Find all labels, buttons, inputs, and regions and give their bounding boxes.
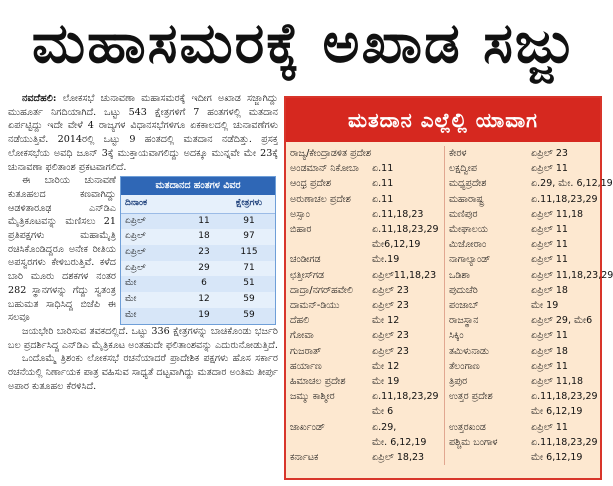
phase-month: ಮೇ [125,309,137,320]
schedule-date: ಏ.11 [372,163,394,175]
schedule-row [290,192,444,207]
schedule-state: ಮಣಿಪುರ [449,208,478,220]
schedule-row [290,252,444,267]
schedule-date: ಏಪ್ರಿಲ್ 23 [372,345,409,357]
phase-seats: 59 [243,309,255,320]
schedule-state: ಪಶ್ಚಿಮ ಬಂಗಾಳ [449,436,498,448]
phase-seats: 71 [243,262,255,273]
schedule-date: ಏ.11 [372,178,394,190]
schedule-row [290,404,444,419]
schedule-date: ಮೇ 6 [372,406,394,418]
schedule-row [449,161,598,176]
phase-seats: 97 [243,231,255,242]
schedule-date: ಏ.11 [372,193,394,205]
schedule-date: ಮೇ.19 [372,254,400,266]
schedule-row [449,313,598,328]
phase-day: 23 [198,247,210,258]
schedule-state: ಮಧ್ಯಪ್ರದೇಶ [449,178,487,190]
phase-table-rows [121,214,275,324]
schedule-state: ಪುದುಚೆರಿ [449,284,478,296]
schedule-row [449,252,598,267]
schedule-row [449,283,598,298]
schedule-row [449,268,613,283]
schedule-state: ದೆಹಲಿ [290,315,310,327]
schedule-date: ಮೇ 12 [372,315,400,327]
schedule-state: ದಾದ್ರಾ/ನಗರ್‌ಹವೇಲಿ [290,284,353,296]
schedule-state: ಉತ್ತರಖಂಡ [449,421,486,433]
schedule-row [290,283,444,298]
schedule-date: ಏ.11,18,23,29 [372,391,439,403]
article-para-2-cont: ಜಯಭೇರಿ ಬಾರಿಸುವ ತವಕದಲ್ಲಿದೆ. ಒಟ್ಟು 336 ಕ್ಷೇತ್ರಗಳನ್ನು ಬಾಚಿಕೊಂಡು ಭರ್ಜರಿ ಬಲ ಪ್ರದರ್ಶಿಸಿದ್ದ ಎನ್‌ಡಿಎ ಮೈತ್ರಿಕೂಟ ಅಂತಹುದೇ ಫಲಿತಾಂಶವನ್ನು ಎದುರುನೋಡುತ್ತಿದೆ. [8,325,278,351]
schedule-state: ನಾಗಾಲ್ಯಾಂಡ್ [449,254,491,266]
phase-row [121,261,275,277]
schedule-row [290,268,444,283]
schedule-state: ಸಿಕ್ಕಿಂ [449,330,464,342]
schedule-date: ಏಪ್ರಿಲ್ 23 [372,284,409,296]
schedule-state: ಆಂಧ್ರ ಪ್ರದೇಶ [290,178,332,190]
schedule-state: ಅಸ್ಸಾಂ [290,208,310,220]
article-para-2: ಈ ಬಾರಿಯ ಚುನಾವಣೆ ಕುತೂಹಲದ ಕಣವಾಗಿದ್ದು ಆಡಳಿತಾರೂಢ ಎನ್‌ಡಿಎ ಮೈತ್ರಿಕೂಟವನ್ನು ಮಣಿಸಲು 21 ಪ್ರತಿಪಕ್ಷಗಳು ಮಹಾಮೈತ್ರಿ ರಚಿಸಿಕೊಂಡಿದ್ದರೂ ಅನೇಕ ರೀತಿಯ ಅಪಸ್ವರಗಳು ಕೇಳಿಬರುತ್ತಿವೆ. ಕಳೆದ ಬಾರಿ ಮೂರು ದಶಕಗಳ ನಂತರ 282 ಸ್ಥಾನಗಳನ್ನು ಗೆದ್ದು ಸ್ವತಂತ್ರ ಬಹುಮತ ಸಾಧಿಸಿದ್ದ ಬಿಜೆಪಿ ಈ ಸಲವೂ [8,175,116,324]
schedule-state: ತ್ರಿಪುರ [449,376,468,388]
schedule-date: ಏಪ್ರಿಲ್ 23 [372,330,409,342]
schedule-date: ಏಪ್ರಿಲ್ 18,23 [372,452,425,464]
schedule-row [290,298,444,313]
schedule-state: ಜಮ್ಮು ಕಾಶ್ಮೀರ [290,391,335,403]
phase-header-date: ದಿನಾಂಕ [125,197,148,208]
phase-row [121,292,275,308]
schedule-row [449,404,598,419]
schedule-panel [284,96,613,480]
schedule-row [290,450,444,465]
schedule-state: ಅರುಣಾಚಲ ಪ್ರದೇಶ [290,193,351,205]
schedule-left-column [290,146,444,465]
phase-seats: 51 [243,278,255,289]
phase-day: 18 [198,231,210,242]
phase-seats: 59 [243,294,255,305]
headline: ಮಹಾಸಮರಕ್ಕೆ ಅಖಾಡ ಸಜ್ಜು [31,11,577,76]
schedule-state: ಬಿಹಾರ [290,224,312,236]
phase-month: ಏಪ್ರಿಲ್ [125,231,146,242]
phase-day: 12 [198,294,210,305]
schedule-date: ಏ.11,18,23,29 [531,391,598,403]
phase-row [121,214,275,230]
phase-seats: 91 [243,215,255,226]
schedule-state: ಕೇರಳ [449,148,467,159]
schedule-row [449,374,598,389]
phase-day: 19 [198,309,210,320]
schedule-date: ಏಪ್ರಿಲ್ 23 [372,300,409,312]
schedule-date: ಮೇ 12 [372,360,400,372]
schedule-row [449,450,598,465]
schedule-state: ಹರ್ಯಾಣ [290,360,322,372]
schedule-row [449,420,598,435]
schedule-state: ರಾಜ್ಯ/ಕೇಂದ್ರಾಡಳಿತ ಪ್ರದೇಶ [290,148,372,159]
schedule-row [449,435,598,450]
schedule-date: ಏಪ್ರಿಲ್ 18 [531,345,568,357]
schedule-row [290,176,444,191]
schedule-date: ಏಪ್ರಿಲ್ 29, ಮೇ6 [531,315,593,327]
schedule-row [449,359,598,374]
schedule-state: ಗುಜರಾತ್ [290,345,322,357]
phase-table-header [121,195,275,214]
phase-month: ಏಪ್ರಿಲ್ [125,247,146,258]
schedule-row [290,328,444,343]
schedule-date: ಮೇ 19 [372,376,400,388]
schedule-date: ಏಪ್ರಿಲ್ 11,18 [531,376,584,388]
dateline: ನವದೆಹಲಿ: [22,93,57,104]
phase-row [121,308,275,324]
phase-header-day [181,197,227,211]
schedule-date: ಮೇ 6,12,19 [531,406,583,418]
schedule-row [449,146,598,161]
schedule-date: ಏಪ್ರಿಲ್11,18,23 [372,269,437,281]
phase-header-seats: ಕ್ಷೇತ್ರಗಳು [235,197,263,208]
schedule-state: ಗೋವಾ [290,330,314,342]
schedule-state: ತಮಿಳುನಾಡು [449,345,490,357]
phase-row [121,245,275,261]
schedule-state: ಹಿಮಾಚಲ ಪ್ರದೇಶ [290,376,346,388]
phase-day: 6 [201,278,207,289]
article-para-1-text: ಲೋಕಸಭೆ ಚುನಾವಣಾ ಮಹಾಸಮರಕ್ಕೆ ಇದೀಗ ಅಖಾಡ ಸಜ್ಜಾಗಿದ್ದು ಮುಹೂರ್ತ ನಿಗದಿಯಾಗಿದೆ. ಒಟ್ಟು 543 ಕ್ಷೇತ್ರಗಳಿಗೆ 7 ಹಂತಗಳಲ್ಲಿ ಮತದಾನ ಏರ್ಪಟ್ಟಿದ್ದು ಇದೇ ವೇಳೆ 4 ರಾಜ್ಯಗಳ ವಿಧಾನಸಭೆಗಳಿಗೂ ಏಕಕಾಲದಲ್ಲಿ ಚುನಾವಣೆಗಳು ನಡೆಯುತ್ತಿವೆ. 2014ರಲ್ಲಿ ಒಟ್ಟು 9 ಹಂತದಲ್ಲಿ ಮತದಾನ ನಡೆದಿತ್ತು. ಪ್ರಸಕ್ತ ಲೋಕಸಭೆಯ ಅವಧಿ ಜೂನ್ 3ಕ್ಕೆ ಮುಕ್ತಾಯವಾಗಲಿದ್ದು ಅದಕ್ಕೂ ಮುನ್ನವೇ ಮೇ 23ಕ್ಕೆ ಚುನಾವಣಾ ಫಲಿತಾಂಶ ಪ್ರಕಟವಾಗಲಿದೆ. [8,93,278,173]
schedule-date: ಮೇ 6,12,19 [531,452,583,464]
schedule-row [449,298,598,313]
phase-seats: 115 [240,247,258,258]
schedule-right-column [444,146,613,465]
schedule-date: ಏಪ್ರಿಲ್ 11 [531,163,568,175]
schedule-state: ಚಂಡೀಗಡ [290,254,321,266]
phase-day: 11 [198,215,210,226]
phase-month: ಮೇ [125,278,137,289]
schedule-row [290,374,444,389]
schedule-date: ಏಪ್ರಿಲ್ 11,18,23,29 [531,269,613,281]
schedule-row [449,328,598,343]
schedule-date: ಏಪ್ರಿಲ್ 11 [531,330,568,342]
schedule-date: ಏಪ್ರಿಲ್ 23 [531,148,568,159]
schedule-date: ಮೇ6,12,19 [372,239,421,251]
schedule-state: ಕರ್ನಾಟಕ [290,452,319,464]
schedule-date: ಏ.11,18,23,29 [531,436,598,448]
schedule-state: ಪಂಜಾಬ್ [449,300,479,312]
schedule-row [290,237,444,252]
schedule-row [290,435,444,450]
schedule-row [290,146,444,161]
schedule-row [290,207,444,222]
schedule-state: ರಾಜಸ್ಥಾನ [449,315,479,327]
schedule-state: ಮಿಜೋರಾಂ [449,239,487,251]
schedule-row [449,344,598,359]
article-para-1 [8,92,278,174]
phase-month: ಏಪ್ರಿಲ್ [125,262,146,273]
schedule-row [449,389,598,404]
schedule-date: ಏ.29, ಮೇ. 6,12,19 [531,178,613,190]
schedule-row [449,222,598,237]
schedule-date: ಮೇ 19 [531,300,559,312]
schedule-date: ಏ.11,18,23,29 [372,224,439,236]
phase-row [121,276,275,292]
schedule-row [449,176,613,191]
schedule-row [449,237,598,252]
schedule-row [290,359,444,374]
schedule-date: ಏ.11,18,23,29 [531,193,598,205]
article-para-3: ಒಂದೊಮ್ಮೆ ತ್ರಿಶಂಕು ಲೋಕಸಭೆ ರಚನೆಯಾದರೆ ಪ್ರಾದೇಶಿಕ ಪಕ್ಷಗಳು ಹೊಸ ಸರ್ಕಾರ ರಚನೆಯಲ್ಲಿ ನಿರ್ಣಾಯಕ ಪಾತ್ರ ವಹಿಸುವ ಸಾಧ್ಯತೆ ದಟ್ಟವಾಗಿದ್ದು ಮತದಾರ ಅಂತಿಮ ತೀರ್ಪು ಅಪಾರ ಕುತೂಹಲ ಕೆರಳಿಸಿದೆ. [8,353,278,392]
schedule-state: ತೆಲಂಗಾಣ [449,360,480,372]
schedule-date: ಏಪ್ರಿಲ್ 11 [531,360,568,372]
schedule-date: ಏಪ್ರಿಲ್ 11 [531,421,568,433]
schedule-date: ಮೇ. 6,12,19 [372,436,427,448]
schedule-state: ಅಂಡಮಾನ್ ನಿಕೋಬಾ [290,163,359,175]
schedule-date: ಏಪ್ರಿಲ್ 11 [531,239,568,251]
schedule-state: ಲಕ್ಷದ್ವೀಪ [449,163,477,175]
schedule-row [290,344,444,359]
schedule-date: ಏಪ್ರಿಲ್ 11 [531,224,568,236]
schedule-date: ಏಪ್ರಿಲ್ 18 [531,284,568,296]
schedule-date: ಏ.29, [372,421,397,433]
article-split [8,174,278,325]
schedule-date: ಏಪ್ರಿಲ್ 11,18 [531,208,584,220]
schedule-title: ಮತದಾನ ಎಲ್ಲೆಲ್ಲಿ ಯಾವಾಗ [286,98,600,142]
schedule-row [449,192,598,207]
schedule-date: ಏಪ್ರಿಲ್ 11 [531,254,568,266]
schedule-state: ಒಡಿಶಾ [449,269,470,281]
schedule-columns [286,142,613,465]
schedule-row [290,161,444,176]
schedule-state: ಛತ್ತೀಸ್‌ಗಡ [290,269,325,281]
phase-table [120,176,276,325]
schedule-row [449,207,598,222]
schedule-date: ಏ.11,18,23 [372,208,424,220]
schedule-state: ಉತ್ತರ ಪ್ರದೇಶ [449,391,493,403]
schedule-state: ಜಾರ್ಖಂಡ್ [290,421,325,433]
schedule-state: ಮೇಘಾಲಯ [449,224,488,236]
phase-table-title: ಮತದಾನದ ಹಂತಗಳ ವಿವರ [121,177,275,195]
schedule-row [290,420,444,435]
phase-row [121,229,275,245]
phase-month: ಮೇ [125,294,137,305]
phase-month: ಏಪ್ರಿಲ್ [125,215,146,226]
schedule-row [290,222,444,237]
phase-day: 29 [198,262,210,273]
schedule-row [290,313,444,328]
schedule-row [290,389,444,404]
schedule-state: ದಾಮನ್-ಡಿಯು [290,300,340,312]
schedule-state: ಮಹಾರಾಷ್ಟ್ರ [449,193,484,205]
article-body [8,92,278,482]
